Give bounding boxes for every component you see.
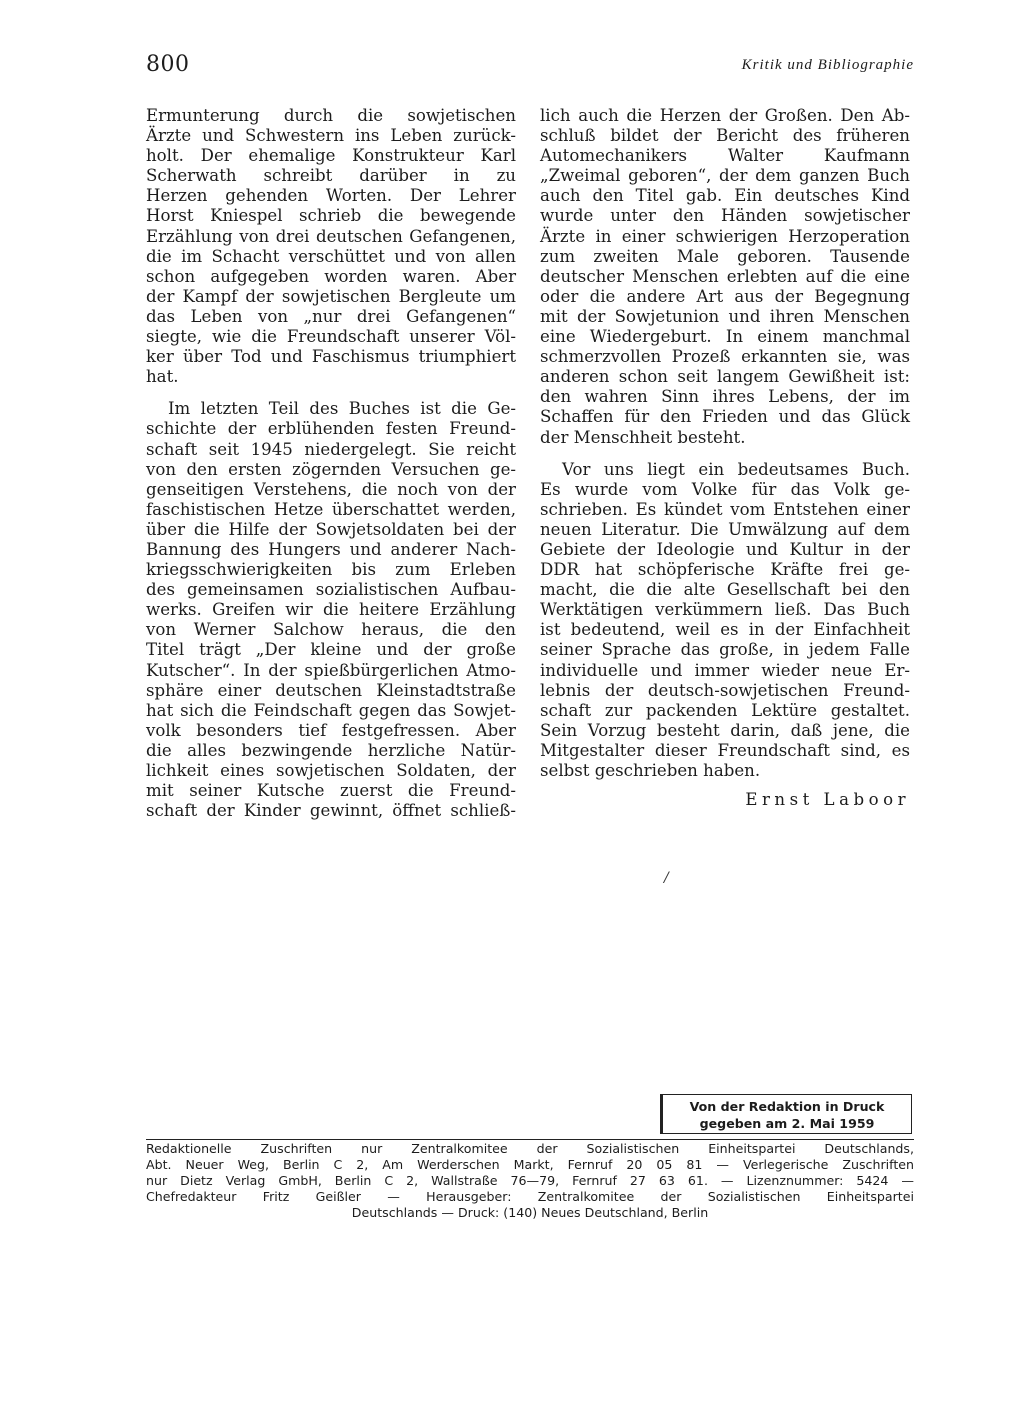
text-line: sphäre einer deutschen Kleinstadtstraße: [146, 680, 516, 700]
text-line: neuen Literatur. Die Umwälzung auf dem: [540, 519, 910, 539]
text-line: schon aufgegeben worden waren. Aber: [146, 266, 516, 286]
text-line: „Zweimal geboren“, der dem ganzen Buch: [540, 166, 910, 186]
paragraph: [146, 399, 516, 821]
footer-line: Abt. Neuer Weg, Berlin C 2, Am Werderschen Markt, Fernruf 20 05 81 — Verlegerische Zuschriften: [146, 1157, 914, 1172]
left-column: [146, 106, 516, 821]
text-line: genseitigen Verstehens, die noch von der: [146, 479, 516, 499]
text-line: werks. Greifen wir die heitere Erzählung: [146, 600, 516, 620]
text-line: Bannung des Hungers und anderer Nach-: [146, 539, 516, 559]
text-line: lebnis der deutsch-sowjetischen Freund-: [540, 680, 910, 700]
footer-line: nur Dietz Verlag GmbH, Berlin C 2, Wallstraße 76—79, Fernruf 27 63 61. — Lizenznummer: 5424 —: [146, 1173, 914, 1188]
text-line: des gemeinsamen sozialistischen Aufbau-: [146, 580, 516, 600]
text-line: schrieben. Es kündet vom Entstehen einer: [540, 499, 910, 519]
running-title: Kritik und Bibliographie: [741, 57, 914, 73]
text-line: Sein Vorzug besteht darin, daß jene, die: [540, 720, 910, 740]
text-line: faschistischen Hetze überschattet werden,: [146, 499, 516, 519]
text-line: deutscher Menschen erlebten auf die eine: [540, 266, 910, 286]
text-line: Werktätigen verkümmern ließ. Das Buch: [540, 600, 910, 620]
text-line: das Leben von „nur drei Gefangenen“: [146, 306, 516, 326]
text-line: Ärzte in einer schwierigen Herzoperation: [540, 226, 910, 246]
text-line: von den ersten zögernden Versuchen ge-: [146, 459, 516, 479]
text-line: ist bedeutend, weil es in der Einfachheit: [540, 620, 910, 640]
text-line: die alles bezwingende herzliche Natür-: [146, 740, 516, 760]
author-signature: Ernst Laboor: [745, 790, 910, 810]
text-line: oder die andere Art aus der Begegnung: [540, 286, 910, 306]
imprint-box: [660, 1094, 912, 1134]
text-line: Horst Kniespel schrieb die bewegende: [146, 206, 516, 226]
text-line: Kutscher“. In der spießbürgerlichen Atmo-: [146, 660, 516, 680]
text-line: individuelle und immer wieder neue Er-: [540, 660, 910, 680]
text-line: über die Hilfe der Sowjetsoldaten bei der: [146, 519, 516, 539]
text-line: schmerzvollen Prozeß erkannten sie, was: [540, 347, 910, 367]
text-line: hat sich die Feindschaft gegen das Sowjet-: [146, 700, 516, 720]
text-line: DDR hat schöpferische Kräfte frei ge-: [540, 560, 910, 580]
text-line: lich auch die Herzen der Großen. Den Ab-: [540, 106, 910, 125]
text-line: selbst geschrieben haben.: [540, 761, 761, 780]
text-line: schichte der erblühenden festen Freund-: [146, 419, 516, 439]
footer-line: Chefredakteur Fritz Geißler — Herausgeber: Zentralkomitee der Sozialistischen Einheitspartei: [146, 1189, 914, 1204]
text-line: anderen schon seit langem Gewißheit ist:: [540, 367, 910, 387]
text-line: Herzen gehenden Worten. Der Lehrer: [146, 186, 516, 206]
text-line: schaft seit 1945 niedergelegt. Sie reicht: [146, 439, 516, 459]
right-column: [540, 106, 910, 810]
text-line: von Werner Salchow heraus, die den: [146, 620, 516, 640]
page-number: 800: [146, 52, 190, 77]
text-line: Erzählung von drei deutschen Gefangenen,: [146, 226, 516, 246]
text-line: die im Schacht verschüttet und von allen: [146, 246, 516, 266]
text-line: auch den Titel gab. Ein deutsches Kind: [540, 186, 910, 206]
imprint-line: Von der Redaktion in Druck: [689, 1099, 885, 1114]
paragraph: [540, 460, 910, 782]
text-line: Gebiete der Ideologie und Kultur in der: [540, 539, 910, 559]
text-line: lichkeit eines sowjetischen Soldaten, der: [146, 761, 516, 780]
text-line: wurde unter den Händen sowjetischer: [540, 206, 910, 226]
text-line: schluß bildet der Bericht des früheren: [540, 126, 910, 146]
text-line: Scherwath schreibt darüber in zu: [146, 166, 516, 186]
text-line: der Kampf der sowjetischen Bergleute um: [146, 286, 516, 306]
publisher-footer: [146, 1141, 914, 1221]
text-line: Im letzten Teil des Buches ist die Ge-: [168, 399, 516, 419]
text-line: kriegsschwierigkeiten bis zum Erleben: [146, 560, 516, 580]
text-line: mit der Sowjetunion und ihren Menschen: [540, 306, 910, 326]
text-line: Mitgestalter dieser Freundschaft sind, es: [540, 740, 910, 760]
text-line: Schaffen für den Frieden und das Glück: [540, 407, 910, 427]
stray-print-mark: /: [664, 870, 669, 886]
text-line: Titel trägt „Der kleine und der große: [146, 640, 516, 660]
text-line: mit seiner Kutsche zuerst die Freund-: [146, 781, 516, 801]
footer-divider: [146, 1139, 914, 1140]
text-line: Ärzte und Schwestern ins Leben zurück-: [146, 126, 516, 146]
paragraph: [146, 106, 516, 387]
paragraph: [540, 106, 910, 448]
text-line: Ermunterung durch die sowjetischen: [146, 106, 516, 125]
text-line: eine Wiedergeburt. In einem manchmal: [540, 327, 910, 347]
footer-line: Redaktionelle Zuschriften nur Zentralkomitee der Sozialistischen Einheitspartei Deutschlands,: [146, 1141, 914, 1156]
footer-line: Deutschlands — Druck: (140) Neues Deutschland, Berlin: [351, 1205, 709, 1220]
text-line: schaft zur packenden Lektüre gestaltet.: [540, 700, 910, 720]
text-line: zum zweiten Male geboren. Tausende: [540, 246, 910, 266]
text-line: der Menschheit besteht.: [540, 427, 746, 447]
text-line: schaft der Kinder gewinnt, öffnet schließ-: [146, 801, 516, 821]
text-line: volk besonders tief festgefressen. Aber: [146, 720, 516, 740]
text-line: hat.: [146, 367, 179, 387]
text-line: siegte, wie die Freundschaft unserer Völ-: [146, 327, 516, 347]
imprint-line: gegeben am 2. Mai 1959: [699, 1116, 875, 1131]
text-line: Automechanikers Walter Kaufmann: [540, 146, 910, 166]
text-line: macht, die die alte Gesellschaft bei den: [540, 580, 910, 600]
text-line: den wahren Sinn ihres Lebens, der im: [540, 387, 910, 407]
text-line: ker über Tod und Faschismus triumphiert: [146, 347, 516, 367]
text-line: holt. Der ehemalige Konstrukteur Karl: [146, 146, 516, 166]
text-line: Vor uns liegt ein bedeutsames Buch.: [562, 459, 910, 479]
text-line: Es wurde vom Volke für das Volk ge-: [540, 479, 910, 499]
text-line: seiner Sprache das große, in jedem Falle: [540, 640, 910, 660]
